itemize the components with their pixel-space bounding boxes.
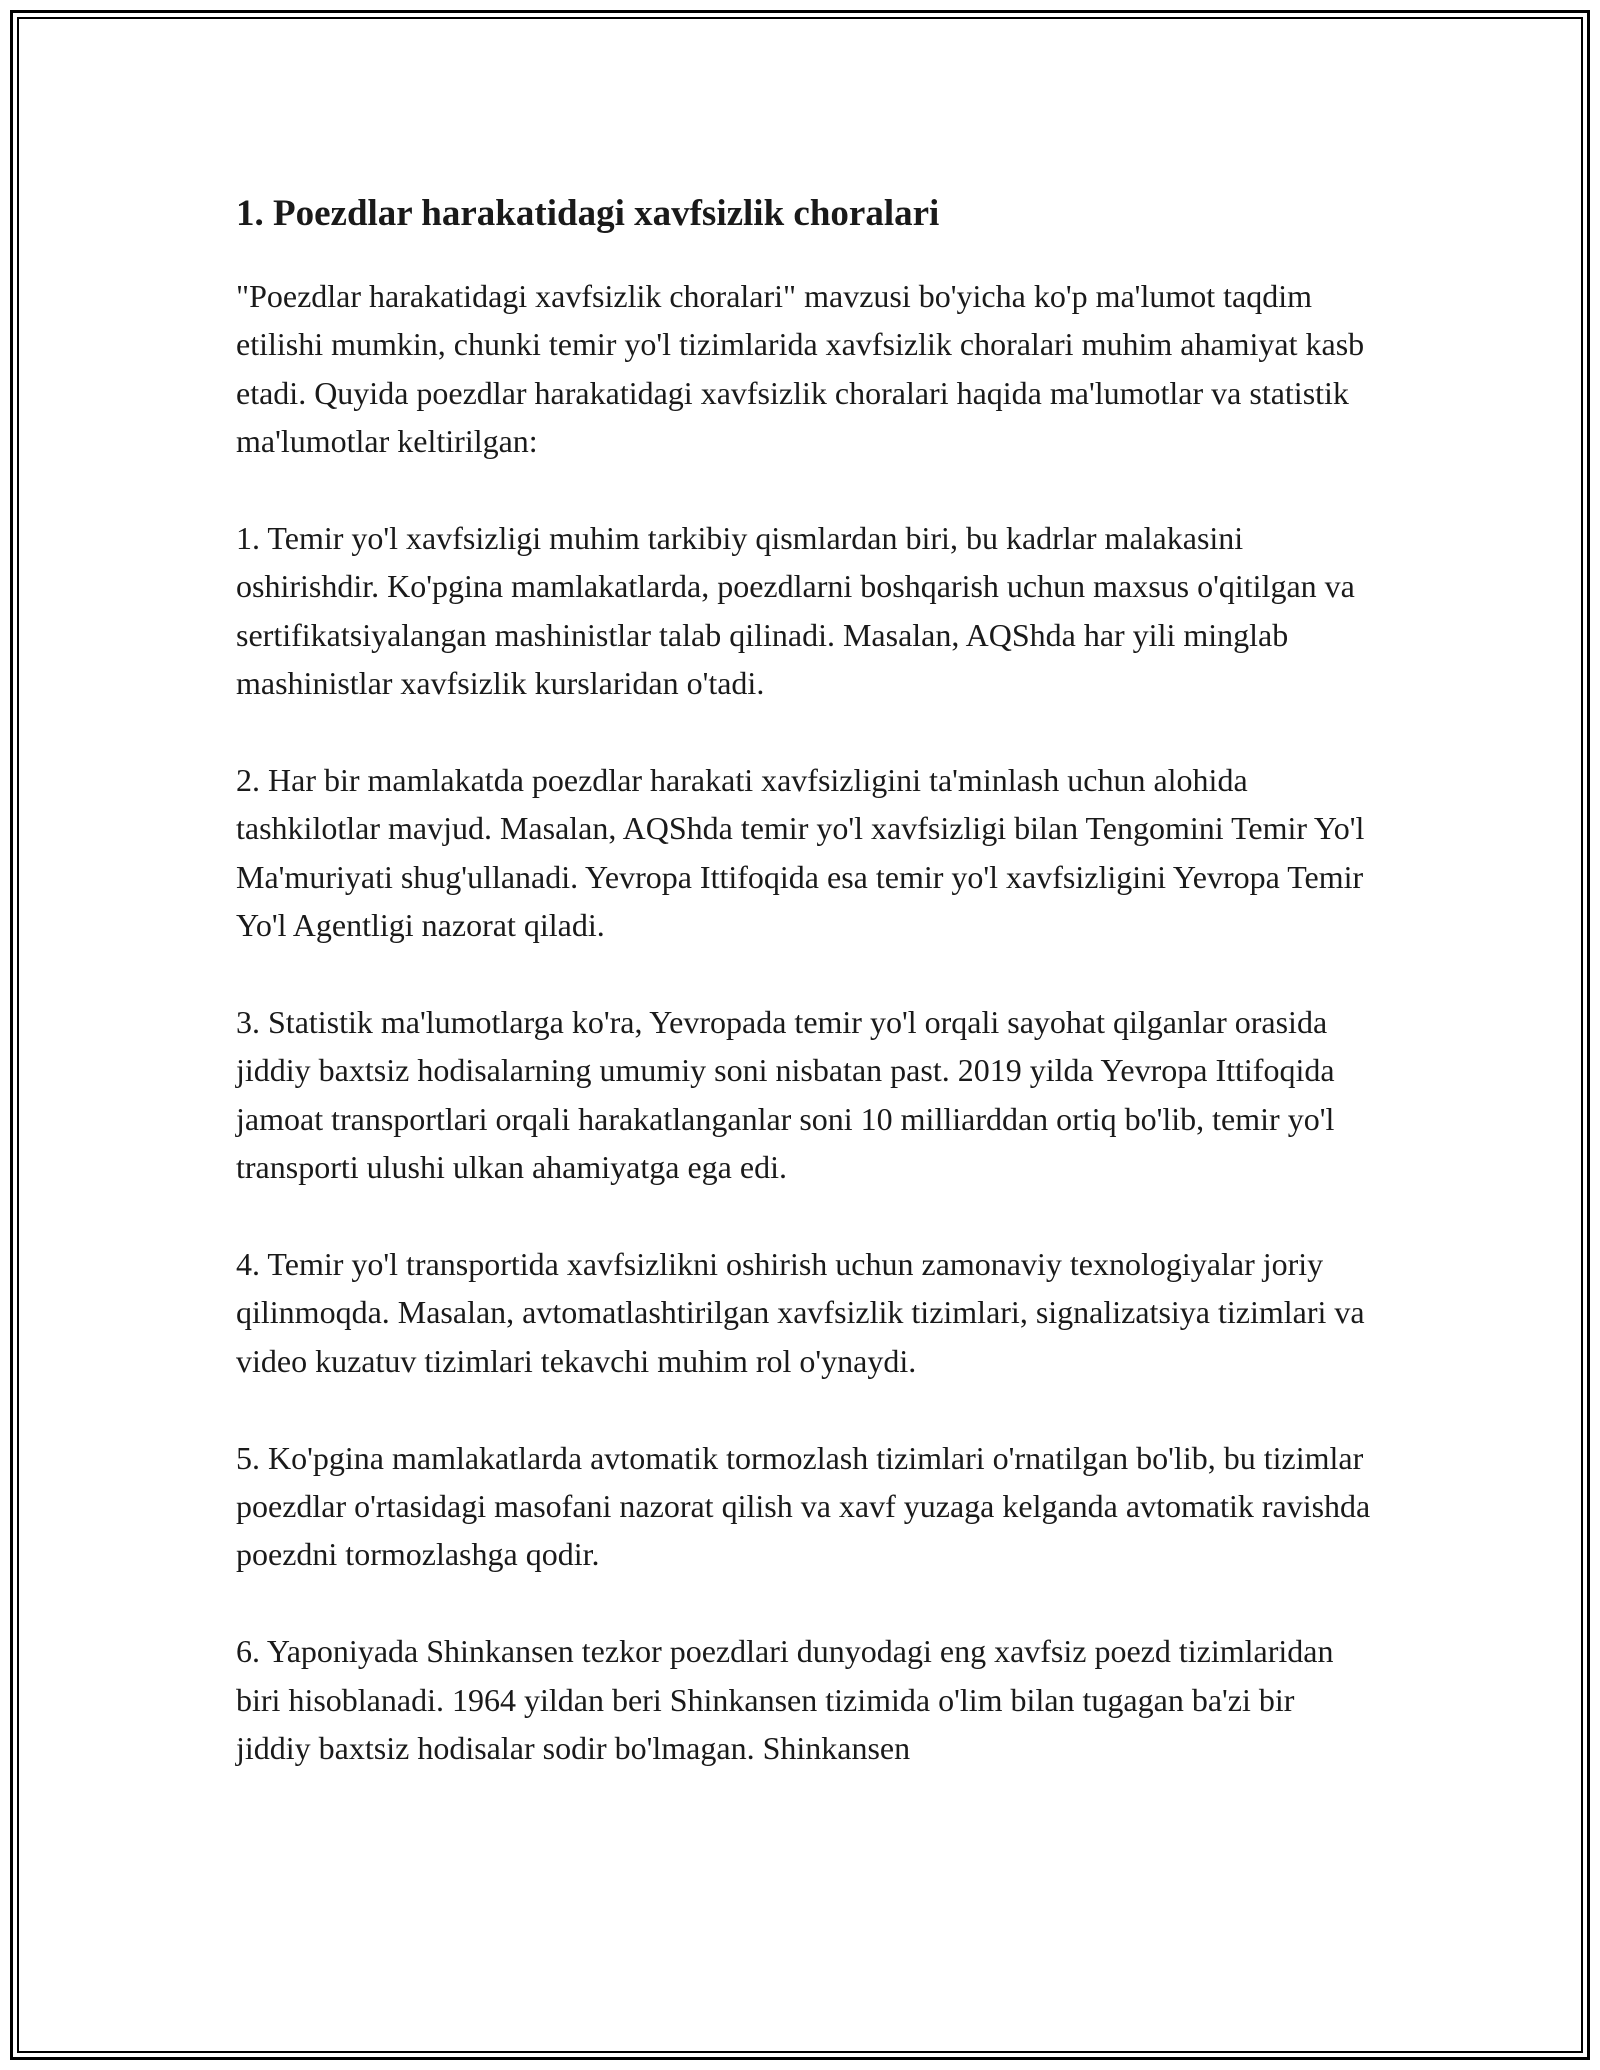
paragraph-5: 5. Ko'pgina mamlakatlarda avtomatik tormozlash tizimlari o'rnatilgan bo'lib, bu tizimlar poezdlar o'rtasidagi masofani nazorat qilish va xavf yuzaga kelganda avtomatik ravishda poezdni tormozlashga qodir.	[236, 1439, 1371, 1573]
document-title: 1. Poezdlar harakatidagi xavfsizlik choralari	[236, 193, 940, 234]
paragraph-6: 6. Yaponiyada Shinkansen tezkor poezdlari dunyodagi eng xavfsiz poezd tizimlaridan biri hisoblanadi. 1964 yildan beri Shinkansen tizimida o'lim bilan tugagan ba'zi bir jiddiy baxtsiz hodisalar sodir bo'lmagan. Shinkansen	[236, 1633, 1334, 1767]
document-body	[236, 186, 1376, 1821]
paragraph-4: 4. Temir yo'l transportida xavfsizlikni oshirish uchun zamonaviy texnologiyalar joriy qilinmoqda. Masalan, avtomatlashtirilgan xavfsizlik tizimlari, signalizatsiya tizimlari va video kuzatuv tizimlari tekavchi muhim rol o'ynaydi.	[236, 1246, 1365, 1379]
intro-paragraph: "Poezdlar harakatidagi xavfsizlik choralari" mavzusi bo'yicha ko'p ma'lumot taqdim etilishi mumkin, chunki temir yo'l tizimlarida xavfsizlik choralari muhim ahamiyat kasb etadi. Quyida poezdlar harakatidagi xavfsizlik choralari haqida ma'lumotlar va statistik ma'lumotlar keltirilgan:	[236, 278, 1365, 460]
paragraph-1: 1. Temir yo'l xavfsizligi muhim tarkibiy qismlardan biri, bu kadrlar malakasini oshirishdir. Ko'pgina mamlakatlarda, poezdlarni boshqarish uchun maxsus o'qitilgan va sertifikatsiyalangan mashinistlar talab qilinadi. Masalan, AQShda har yili minglab mashinistlar xavfsizlik kurslaridan o'tadi.	[236, 520, 1355, 702]
paragraph-3: 3. Statistik ma'lumotlarga ko'ra, Yevropada temir yo'l orqali sayohat qilganlar orasida jiddiy baxtsiz hodisalarning umumiy soni nisbatan past. 2019 yilda Yevropa Ittifoqida jamoat transportlari orqali harakatlanganlar soni 10 milliarddan ortiq bo'lib, temir yo'l transporti ulushi ulkan ahamiyatga ega edi.	[236, 1004, 1335, 1186]
paragraph-2: 2. Har bir mamlakatda poezdlar harakati xavfsizligini ta'minlash uchun alohida tashkilotlar mavjud. Masalan, AQShda temir yo'l xavfsizligi bilan Tengomini Temir Yo'l Ma'muriyati shug'ullanadi. Yevropa Ittifoqida esa temir yo'l xavfsizligini Yevropa Temir Yo'l Agentligi nazorat qiladi.	[236, 762, 1365, 944]
